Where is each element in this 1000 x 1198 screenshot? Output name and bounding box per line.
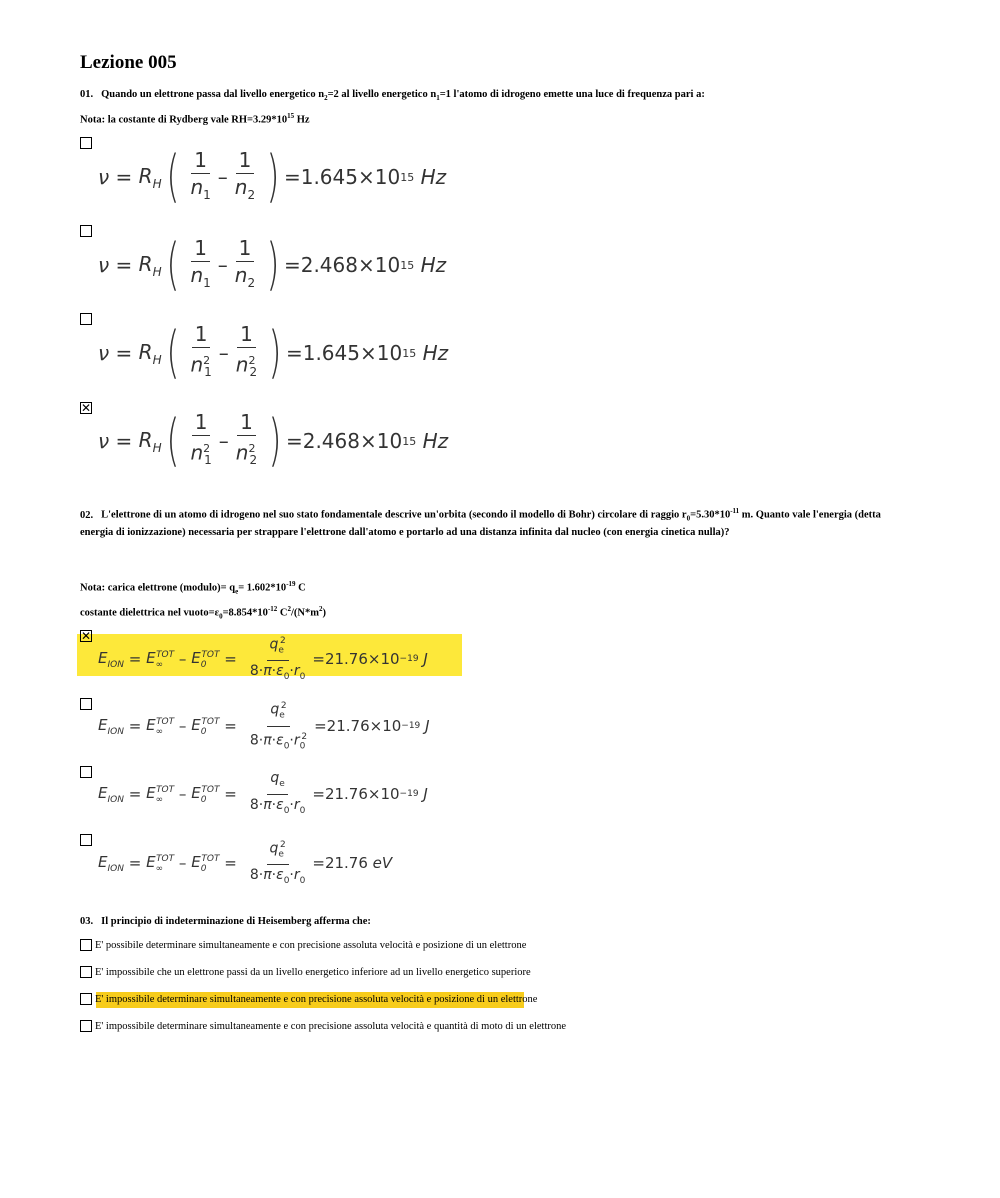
question-text: =2 al livello energetico n — [327, 89, 437, 100]
question-text: =1 l'atomo di idrogeno emette una luce di frequenza pari a: — [439, 89, 705, 100]
superscript: -12 — [267, 605, 278, 613]
rydberg-formula: ν = $R_H$ ( $\frac{1}{n_1}$ – $\frac{1}{n_2}$ ) =1.645×10 15 Hz — [98, 144, 447, 209]
ionization-formula: $E_{ION}$ = $E_\infty^{TOT}$ – $E_0^{TOT}$ = $\frac{q_e^2}{8\cdot\pi\cdot\varepsilon_0\cdot r_0}$ =21.76×10 −19 J — [98, 636, 428, 682]
question-number: 02. — [80, 509, 94, 521]
question-text: Il principio di indeterminazione di Heisemberg afferma che: — [101, 916, 371, 927]
subscript: 0 — [686, 514, 691, 523]
subscript: 2 — [324, 94, 328, 103]
subscript: e — [235, 587, 239, 596]
question-text: L'elettrone di un atomo di idrogeno nel suo stato fondamentale descrive un'orbita (secondo il modello di Bohr) circolare di raggio r — [101, 509, 687, 521]
superscript: 15 — [287, 112, 295, 120]
answer-option[interactable] — [80, 939, 526, 951]
ionization-formula: $E_{ION}$ = $E_\infty^{TOT}$ – $E_0^{TOT}$ = $\frac{q_e^2}{8\cdot\pi\cdot\varepsilon_0\cdot r_0}$ =21.76 eV — [98, 840, 392, 886]
formula-result: =21.76×10 — [314, 717, 402, 735]
question-1 — [80, 88, 705, 105]
formula-result: =21.76 — [312, 854, 368, 872]
superscript: -19 — [286, 580, 296, 588]
answer-text: E' impossibile che un elettrone passi da un livello energetico inferiore ad un livello energetico superiore — [95, 966, 531, 978]
note-text: =8.854*10 — [222, 607, 268, 619]
note-text: C — [277, 607, 288, 619]
formula-exponent: −19 — [401, 721, 421, 731]
superscript: 2 — [319, 605, 323, 613]
charge-note — [80, 580, 306, 596]
formula-unit: J — [425, 717, 430, 735]
note-text: = 1.602*10 — [238, 582, 287, 594]
answer-text: E' impossibile determinare simultaneamente e con precisione assoluta velocità e posizione di un elettrone — [95, 993, 538, 1005]
formula-exponent: 15 — [400, 258, 415, 272]
formula-unit: eV — [372, 854, 393, 872]
permittivity-note — [80, 605, 326, 621]
answer-checkbox[interactable] — [80, 137, 92, 149]
note-text: /(N*m — [291, 607, 319, 619]
ionization-formula: $E_{ION}$ = $E_\infty^{TOT}$ – $E_0^{TOT}$ = $\frac{q_e^2}{8\cdot\pi\cdot\varepsilon_0\cdot r_0^2}$ =21.76×10 −19 J — [98, 703, 430, 749]
question-number: 01. — [80, 89, 94, 100]
rydberg-formula: ν = $R_H$ ( $\frac{1}{n^2_1}$ – $\frac{1}{n^2_2}$ ) =2.468×10 15 Hz — [98, 408, 449, 473]
answer-checkbox[interactable] — [80, 939, 92, 951]
formula-exponent: 15 — [402, 434, 417, 448]
question-number: 03. — [80, 916, 94, 927]
formula-unit: J — [423, 785, 428, 803]
answer-checkbox[interactable] — [80, 993, 92, 1005]
answer-checkbox[interactable] — [80, 966, 92, 978]
answer-checkbox-checked[interactable]: ✕ — [81, 629, 92, 643]
answer-option[interactable] — [80, 993, 537, 1005]
superscript: -11 — [730, 507, 740, 515]
formula-exponent: 15 — [400, 170, 415, 184]
formula-result: =1.645×10 — [285, 341, 403, 365]
answer-text: E' impossibile determinare simultaneamente e con precisione assoluta velocità e quantità di moto di un elettrone — [95, 1020, 567, 1032]
answer-option[interactable] — [80, 966, 531, 978]
answer-checkbox[interactable] — [80, 1020, 92, 1032]
note-text: ) — [322, 607, 326, 619]
answer-checkbox[interactable] — [80, 698, 92, 710]
ionization-formula: $E_{ION}$ = $E_\infty^{TOT}$ – $E_0^{TOT}$ = $\frac{q_e}{8\cdot\pi\cdot\varepsilon_0\cdot r_0}$ =21.76×10 −19 J — [98, 769, 428, 816]
formula-result: =21.76×10 — [312, 650, 400, 668]
question-text: Quando un elettrone passa dal livello energetico n — [101, 89, 325, 100]
rydberg-note — [80, 112, 310, 126]
formula-unit: Hz — [422, 429, 449, 453]
answer-checkbox[interactable] — [80, 834, 92, 846]
answer-checkbox[interactable] — [80, 225, 92, 237]
formula-unit: Hz — [420, 165, 447, 189]
subscript: 1 — [436, 94, 440, 103]
formula-exponent: 15 — [402, 346, 417, 360]
answer-option[interactable] — [80, 1020, 566, 1032]
page-title: Lezione 005 — [80, 52, 177, 73]
note-text: costante dielettrica nel vuoto=ε — [80, 607, 220, 619]
answer-text: E' possibile determinare simultaneamente e con precisione assoluta velocità e posizione di un elettrone — [95, 939, 527, 951]
formula-unit: J — [423, 650, 428, 668]
question-2 — [80, 505, 910, 539]
rydberg-formula: ν = $R_H$ ( $\frac{1}{n_1}$ – $\frac{1}{n_2}$ ) =2.468×10 15 Hz — [98, 232, 447, 297]
question-3 — [80, 915, 371, 928]
note-unit: Hz — [294, 114, 310, 126]
formula-unit: Hz — [420, 253, 447, 277]
subscript: 0 — [219, 612, 223, 621]
answer-checkbox-checked[interactable]: ✕ — [81, 401, 92, 415]
superscript: 2 — [287, 605, 291, 613]
question-text: m. Quanto vale l'energia (detta energia di ionizzazione) necessaria per strappare l'elettrone dall'atomo e portarlo ad una distanza infinita dal nucleo (con energia cinetica nulla)? — [80, 509, 881, 538]
note-text: Nota: la costante di Rydberg vale RH=3.29*10 — [80, 114, 288, 126]
formula-exponent: −19 — [399, 789, 419, 799]
question-text: =5.30*10 — [690, 509, 731, 521]
formula-result: =21.76×10 — [312, 785, 400, 803]
formula-result: =2.468×10 — [283, 253, 401, 277]
note-text: C — [295, 582, 306, 594]
answer-checkbox[interactable] — [80, 766, 92, 778]
formula-exponent: −19 — [399, 654, 419, 664]
formula-result: =1.645×10 — [283, 165, 401, 189]
answer-checkbox[interactable] — [80, 313, 92, 325]
rydberg-formula: ν = $R_H$ ( $\frac{1}{n^2_1}$ – $\frac{1}{n^2_2}$ ) =1.645×10 15 Hz — [98, 320, 449, 385]
formula-result: =2.468×10 — [285, 429, 403, 453]
note-text: Nota: carica elettrone (modulo)= q — [80, 582, 236, 594]
formula-unit: Hz — [422, 341, 449, 365]
